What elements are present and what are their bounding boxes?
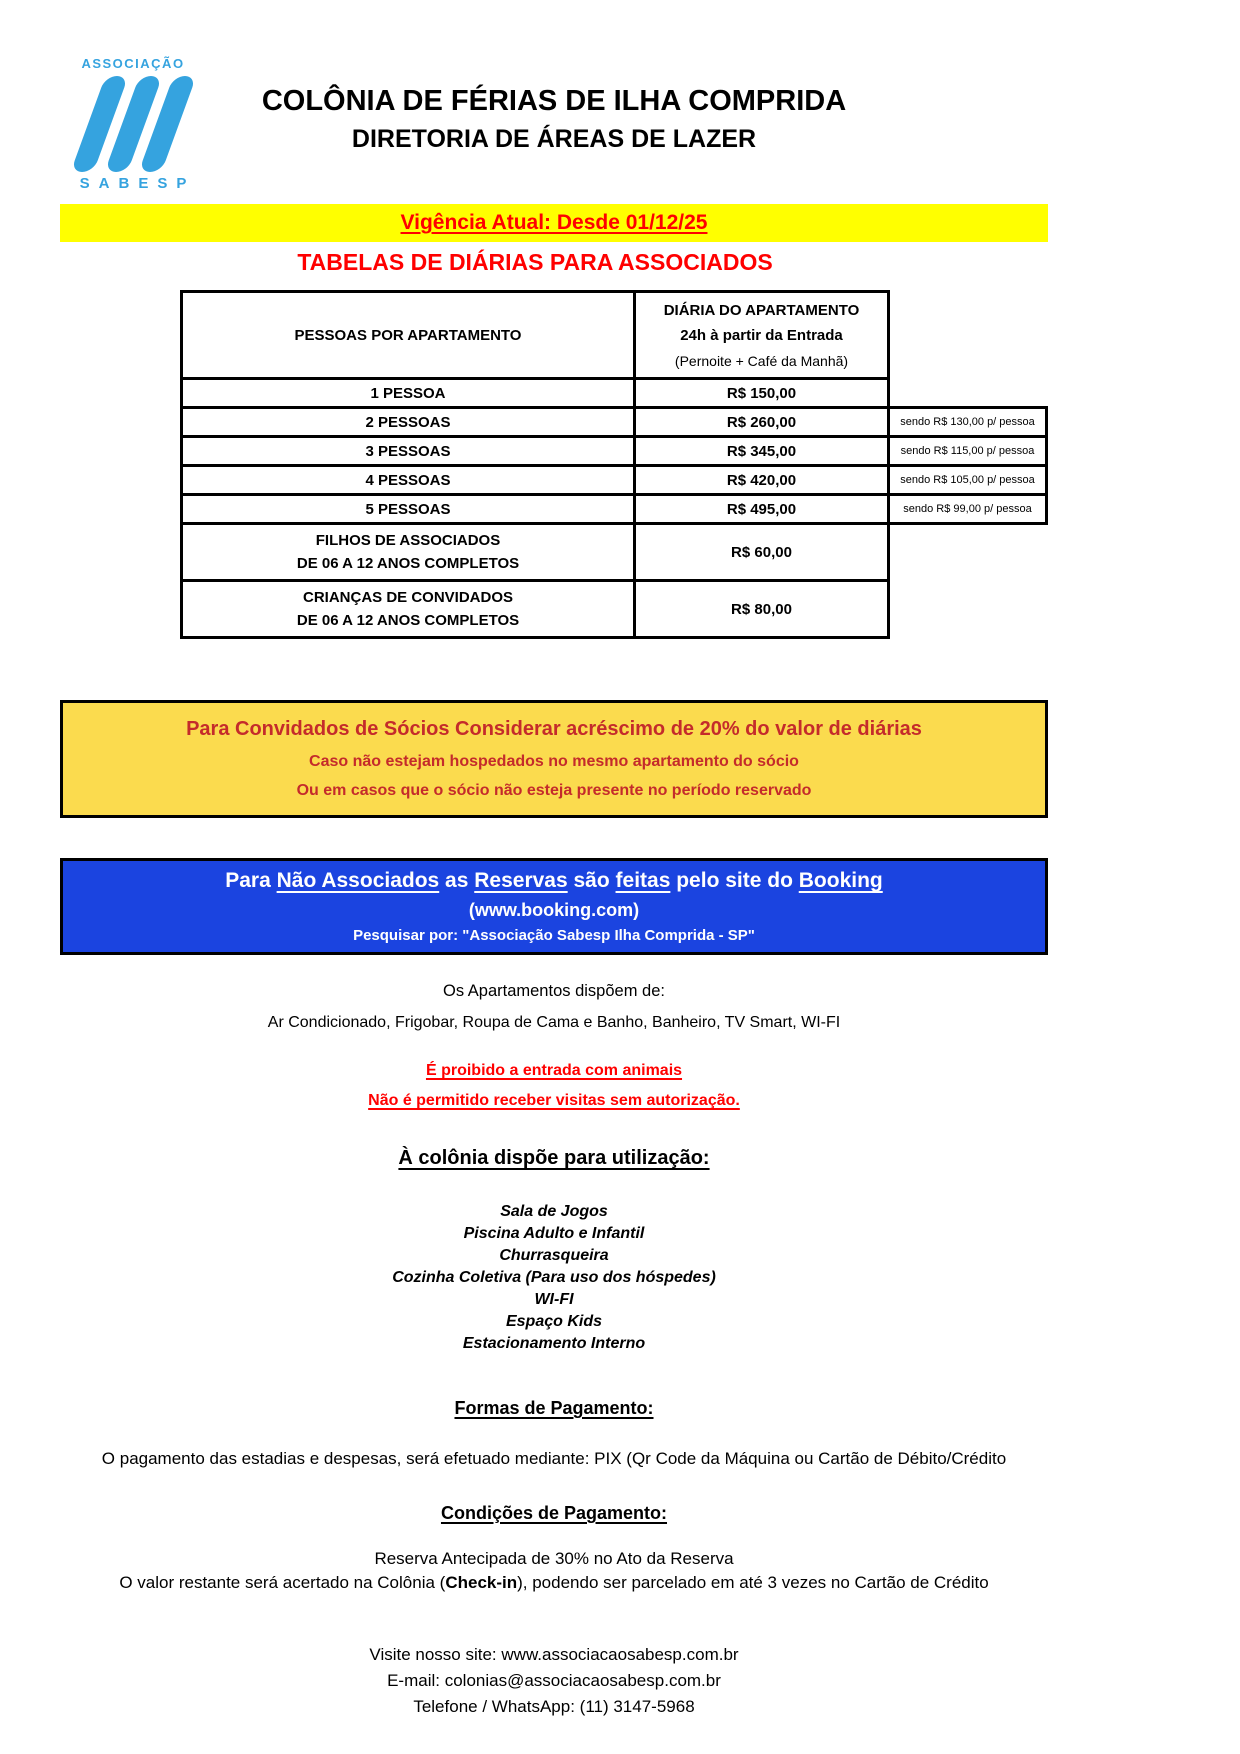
price-table-zone [180, 290, 1048, 642]
footer-phone-label: Telefone / WhatsApp: [413, 1697, 575, 1716]
row-price-cell [636, 409, 887, 435]
row-label: FILHOS DE ASSOCIADOS [315, 531, 501, 549]
row-label-cell [183, 496, 636, 522]
payment-forms-heading: Formas de Pagamento: [454, 1398, 654, 1418]
row-label: 1 PESSOA [370, 384, 446, 402]
table-row [183, 406, 887, 435]
table-row [183, 493, 887, 522]
row-price-cell [636, 438, 887, 464]
row-price-cell [636, 380, 887, 406]
rate-header-line3: (Pernoite + Café da Manhã) [674, 352, 849, 369]
row-label: 4 PESSOAS [365, 471, 451, 489]
booking-underlined-term: Não Associados [276, 869, 440, 893]
booking-search-line: Pesquisar por: "Associação Sabesp Ilha Comprida - SP" [353, 926, 755, 944]
table-row [183, 579, 887, 636]
row-price: R$ 495,00 [726, 500, 797, 518]
per-person-note: sendo R$ 105,00 p/ pessoa [887, 464, 1048, 496]
facilities-heading: À colônia dispõe para utilização: [398, 1147, 710, 1169]
per-person-note: sendo R$ 99,00 p/ pessoa [887, 493, 1048, 525]
row-price: R$ 150,00 [726, 384, 797, 402]
facility-item: Churrasqueira [499, 1247, 609, 1264]
per-person-note: sendo R$ 115,00 p/ pessoa [887, 435, 1048, 467]
footer-phone-value[interactable]: (11) 3147-5968 [579, 1697, 695, 1716]
row-label-cell [183, 582, 636, 636]
document-content [60, 0, 1048, 1754]
row-label: 5 PESSOAS [365, 500, 451, 518]
row-label-cell [183, 409, 636, 435]
booking-box [60, 858, 1048, 955]
facility-item: Estacionamento Interno [462, 1335, 646, 1352]
conditions-text: Check-in [445, 1573, 518, 1592]
row-price-cell [636, 582, 887, 636]
footer-contacts [60, 1642, 1048, 1720]
footer-phone-line [60, 1694, 1048, 1720]
rule-no-animals: É proibido a entrada com animais [425, 1062, 683, 1079]
surcharge-line2: Caso não estejam hospedados no mesmo apartamento do sócio [309, 752, 799, 770]
guest-surcharge-box [60, 700, 1048, 818]
row-label-cell [183, 380, 636, 406]
price-table-header-row [183, 293, 887, 377]
logo-association-label: ASSOCIAÇÃO [81, 56, 185, 71]
facility-item: WI-FI [534, 1291, 574, 1308]
rule-no-visits: Não é permitido receber visitas sem autorização. [368, 1092, 740, 1109]
payment-conditions-line2 [60, 1573, 1048, 1593]
conditions-text: ), podendo ser parcelado em até 3 vezes no Cartão de Crédito [517, 1573, 989, 1592]
col-header-rate [636, 293, 887, 377]
logo-company-label: SABESP [79, 175, 196, 192]
per-person-note: sendo R$ 130,00 p/ pessoa [887, 406, 1048, 438]
surcharge-line3: Ou em casos que o sócio não esteja presente no período reservado [296, 781, 812, 799]
facility-item: Cozinha Coletiva (Para uso dos hóspedes) [392, 1269, 716, 1286]
payment-conditions-heading: Condições de Pagamento: [440, 1503, 668, 1523]
row-price-cell [636, 467, 887, 493]
row-label-line2: DE 06 A 12 ANOS COMPLETOS [296, 555, 520, 573]
row-label: CRIANÇAS DE CONVIDADOS [302, 588, 513, 606]
booking-text: Para [225, 869, 277, 893]
row-label-cell [183, 525, 636, 579]
footer-site-url[interactable]: www.associacaosabesp.com.br [501, 1645, 739, 1664]
page-title: COLÔNIA DE FÉRIAS DE ILHA COMPRIDA [261, 85, 847, 117]
footer-site-line [60, 1642, 1048, 1668]
row-price-cell [636, 525, 887, 579]
booking-line1 [225, 869, 883, 893]
amenities-heading: Os Apartamentos dispõem de: [443, 982, 665, 1000]
row-price: R$ 60,00 [731, 543, 792, 561]
booking-underlined-term: Booking [798, 869, 883, 893]
amenities-list-line: Ar Condicionado, Frigobar, Roupa de Cama e Banho, Banheiro, TV Smart, WI-FI [267, 1014, 841, 1031]
row-label: 2 PESSOAS [365, 413, 451, 431]
surcharge-line1: Para Convidados de Sócios Considerar acréscimo de 20% do valor de diárias [186, 718, 922, 741]
rate-header-line2: 24h à partir da Entrada [680, 327, 843, 344]
table-row [183, 435, 887, 464]
booking-text: pelo site do [670, 869, 799, 893]
validity-banner [60, 204, 1048, 242]
row-label-cell [183, 467, 636, 493]
booking-text: as [439, 869, 475, 893]
row-label-line2: DE 06 A 12 ANOS COMPLETOS [296, 612, 520, 630]
booking-text: são [567, 869, 616, 893]
footer-email-line [60, 1668, 1048, 1694]
header-titles [60, 85, 1048, 154]
row-label: 3 PESSOAS [365, 442, 451, 460]
facility-item: Piscina Adulto e Infantil [463, 1225, 645, 1242]
footer-email-value[interactable]: colonias@associacaosabesp.com.br [444, 1671, 721, 1690]
row-price: R$ 260,00 [726, 413, 797, 431]
col-header-people [183, 293, 636, 377]
page-subtitle: DIRETORIA DE ÁREAS DE LAZER [351, 125, 757, 153]
price-table [180, 290, 890, 639]
conditions-text: O valor restante será acertado na Colônia ( [119, 1573, 446, 1592]
row-price: R$ 345,00 [726, 442, 797, 460]
row-price-cell [636, 496, 887, 522]
row-price: R$ 80,00 [731, 600, 792, 618]
facilities-list [60, 1201, 1048, 1355]
row-label-cell [183, 438, 636, 464]
row-price: R$ 420,00 [726, 471, 797, 489]
footer-site-label: Visite nosso site: [369, 1645, 497, 1664]
booking-underlined-term: feitas [615, 869, 671, 893]
table-title: TABELAS DE DIÁRIAS PARA ASSOCIADOS [297, 249, 773, 275]
payment-conditions-line1: Reserva Antecipada de 30% no Ato da Reserva [374, 1549, 734, 1568]
table-row [183, 464, 887, 493]
rate-header-line1: DIÁRIA DO APARTAMENTO [663, 301, 860, 319]
facility-item: Sala de Jogos [500, 1203, 608, 1220]
table-row [183, 522, 887, 579]
payment-forms-text: O pagamento das estadias e despesas, será efetuado mediante: PIX (Qr Code da Máquina ou Cartão de Débito/Crédito [101, 1449, 1007, 1468]
booking-url[interactable]: (www.booking.com) [468, 899, 640, 920]
booking-underlined-term: Reservas [474, 869, 568, 893]
table-row [183, 377, 887, 406]
col-header-people-label: PESSOAS POR APARTAMENTO [294, 326, 522, 344]
validity-text: Vigência Atual: Desde 01/12/25 [400, 211, 708, 234]
footer-email-label: E-mail: [387, 1671, 440, 1690]
facility-item: Espaço Kids [505, 1313, 603, 1330]
